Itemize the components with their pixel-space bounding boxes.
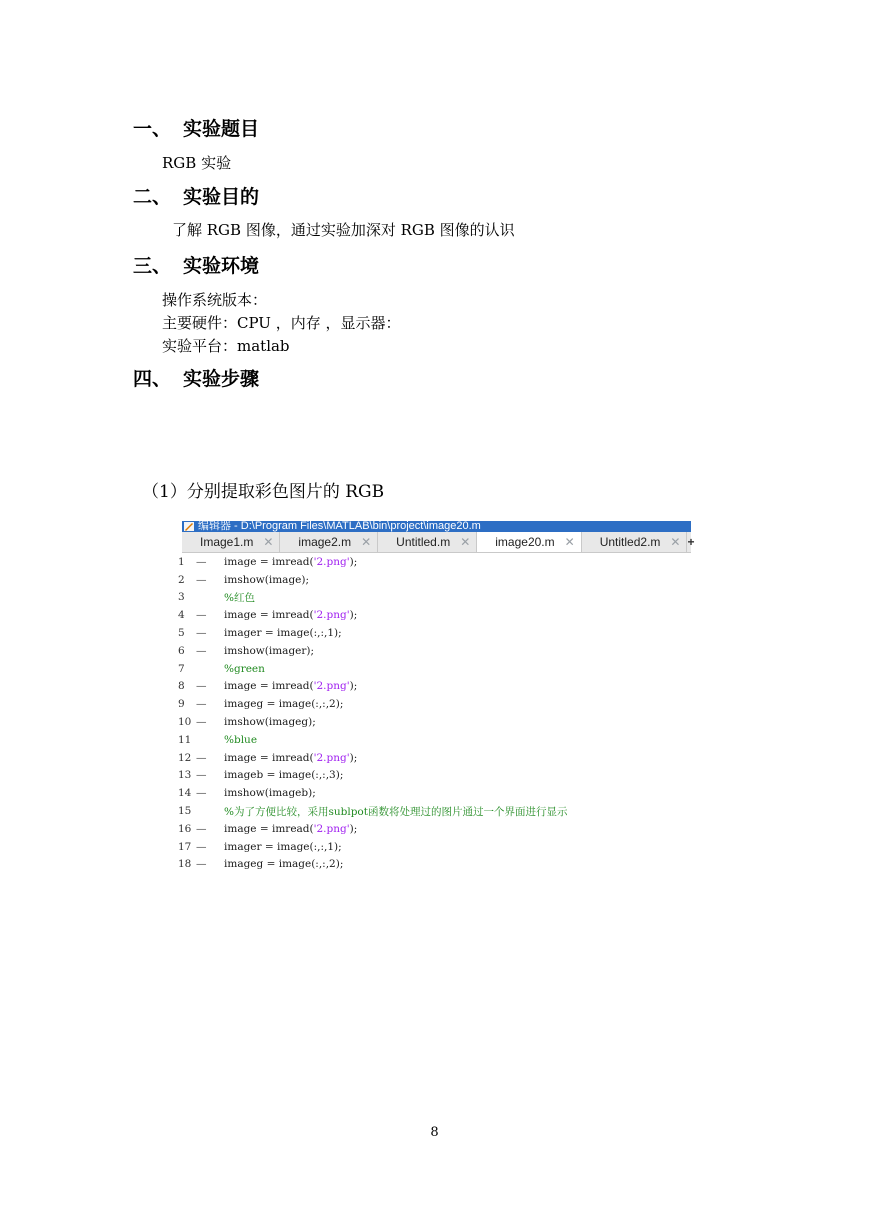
code-line[interactable] xyxy=(178,642,691,660)
code-line[interactable] xyxy=(178,856,691,874)
line-number: 12 xyxy=(178,751,192,764)
breakpoint-marker: — xyxy=(196,840,207,853)
breakpoint-marker: — xyxy=(196,858,207,871)
section-title: 实验环境 xyxy=(183,255,260,277)
line-number: 8 xyxy=(178,680,185,693)
code-text: imshow(imageb); xyxy=(224,787,316,800)
line-number: 16 xyxy=(178,822,192,835)
code-line[interactable] xyxy=(178,838,691,856)
page-number: 8 xyxy=(430,1125,439,1140)
line-number: 5 xyxy=(178,627,185,640)
code-text: ); xyxy=(349,822,358,835)
section-title: 实验目的 xyxy=(183,186,260,208)
tab-image1[interactable] xyxy=(182,532,280,552)
code-text: image = imread( xyxy=(224,609,314,622)
tab-label: image20.m xyxy=(495,535,555,549)
breakpoint-marker: — xyxy=(196,698,207,711)
line-number: 4 xyxy=(178,609,185,622)
code-area[interactable] xyxy=(178,553,691,873)
code-line[interactable] xyxy=(178,553,691,571)
breakpoint-marker: — xyxy=(196,716,207,729)
line-number: 9 xyxy=(178,698,185,711)
env-os: 操作系统版本： xyxy=(162,291,268,309)
code-line[interactable] xyxy=(178,820,691,838)
code-text: image = imread( xyxy=(224,555,314,568)
breakpoint-marker: — xyxy=(196,680,207,693)
line-number: 2 xyxy=(178,573,185,586)
add-tab-button[interactable]: + xyxy=(687,535,695,549)
line-number: 14 xyxy=(178,787,192,800)
code-text: image = imread( xyxy=(224,751,314,764)
code-comment: %红色 xyxy=(224,591,255,604)
tab-label: image2.m xyxy=(298,535,352,549)
env-platform: 实验平台：matlab xyxy=(162,337,290,355)
breakpoint-marker: — xyxy=(196,822,207,835)
code-line[interactable] xyxy=(178,660,691,678)
section-heading-4 xyxy=(133,367,259,391)
breakpoint-marker: — xyxy=(196,627,207,640)
code-line[interactable] xyxy=(178,731,691,749)
section-number: 三、 xyxy=(133,255,172,277)
line-number: 13 xyxy=(178,769,192,782)
line-number: 15 xyxy=(178,805,192,818)
code-comment: %blue xyxy=(224,733,258,746)
code-text: imshow(imageg); xyxy=(224,716,316,729)
env-hardware: 主要硬件：CPU ，内存 ，显示器： xyxy=(162,314,401,332)
code-line[interactable] xyxy=(178,606,691,624)
section-number: 四、 xyxy=(133,368,172,390)
tab-untitled[interactable] xyxy=(378,532,477,552)
breakpoint-marker: — xyxy=(196,644,207,657)
section-number: 一、 xyxy=(133,118,172,140)
tab-untitled2[interactable] xyxy=(582,532,688,552)
purpose-text: 了解 RGB 图像，通过实验加深对 RGB 图像的认识 xyxy=(172,221,515,239)
line-number: 11 xyxy=(178,733,192,746)
breakpoint-marker: — xyxy=(196,609,207,622)
step-1-text: （1）分别提取彩色图片的 RGB xyxy=(142,482,385,502)
close-icon[interactable]: ✕ xyxy=(670,535,681,549)
tab-image20[interactable] xyxy=(477,532,581,552)
code-string: '2.png' xyxy=(313,751,350,764)
section-heading-2 xyxy=(133,185,259,209)
code-line[interactable] xyxy=(178,767,691,785)
line-number: 18 xyxy=(178,858,192,871)
code-text: image = imread( xyxy=(224,822,314,835)
line-number: 1 xyxy=(178,555,185,568)
line-number: 10 xyxy=(178,716,192,729)
section-number: 二、 xyxy=(133,186,172,208)
code-line[interactable] xyxy=(178,571,691,589)
code-text: image = imread( xyxy=(224,680,314,693)
section-heading-1 xyxy=(133,117,259,141)
code-text: imshow(image); xyxy=(224,573,310,586)
code-line[interactable] xyxy=(178,802,691,820)
section-heading-3 xyxy=(133,254,259,278)
breakpoint-marker: — xyxy=(196,769,207,782)
code-string: '2.png' xyxy=(313,609,350,622)
code-line[interactable] xyxy=(178,695,691,713)
code-line[interactable] xyxy=(178,713,691,731)
close-icon[interactable]: ✕ xyxy=(263,535,274,549)
code-line[interactable] xyxy=(178,749,691,767)
code-text: imshow(imager); xyxy=(224,644,315,657)
topic-text: RGB 实验 xyxy=(162,154,232,172)
editor-tab-bar xyxy=(182,532,695,553)
section-title: 实验题目 xyxy=(183,118,260,140)
matlab-editor-screenshot xyxy=(178,520,695,871)
editor-icon xyxy=(184,522,194,531)
code-string: '2.png' xyxy=(313,822,350,835)
breakpoint-marker: — xyxy=(196,787,207,800)
breakpoint-marker: — xyxy=(196,751,207,764)
line-number: 17 xyxy=(178,840,192,853)
line-number: 7 xyxy=(178,662,185,675)
code-string: '2.png' xyxy=(313,555,350,568)
tab-label: Untitled.m xyxy=(396,535,451,549)
tab-label: Image1.m xyxy=(200,535,254,549)
close-icon[interactable]: ✕ xyxy=(460,535,471,549)
code-line[interactable] xyxy=(178,784,691,802)
code-string: '2.png' xyxy=(313,680,350,693)
code-line[interactable] xyxy=(178,678,691,696)
code-comment: %green xyxy=(224,662,265,675)
close-icon[interactable]: ✕ xyxy=(564,535,575,549)
code-line[interactable] xyxy=(178,624,691,642)
code-comment: %为了方便比较，采用sublpot函数将处理过的图片通过一个界面进行显示 xyxy=(224,805,568,818)
code-text: imager = image(:,:,1); xyxy=(224,627,342,640)
code-text: ); xyxy=(349,555,358,568)
editor-titlebar xyxy=(182,521,691,532)
code-text: imager = image(:,:,1); xyxy=(224,840,342,853)
line-number: 6 xyxy=(178,644,185,657)
section-title: 实验步骤 xyxy=(183,368,260,390)
code-text: imageb = image(:,:,3); xyxy=(224,769,344,782)
code-text: imageg = image(:,:,2); xyxy=(224,858,344,871)
code-text: imageg = image(:,:,2); xyxy=(224,698,344,711)
tab-label: Untitled2.m xyxy=(599,535,661,549)
breakpoint-marker: — xyxy=(196,573,207,586)
close-icon[interactable]: ✕ xyxy=(361,535,372,549)
code-line[interactable] xyxy=(178,589,691,607)
editor-title: 编辑器 - D:\Program Files\MATLAB\bin\project\image20.m xyxy=(198,520,481,532)
code-text: ); xyxy=(349,609,358,622)
line-number: 3 xyxy=(178,591,185,604)
tab-image2[interactable] xyxy=(280,532,378,552)
breakpoint-marker: — xyxy=(196,555,207,568)
code-text: ); xyxy=(349,751,358,764)
code-text: ); xyxy=(349,680,358,693)
